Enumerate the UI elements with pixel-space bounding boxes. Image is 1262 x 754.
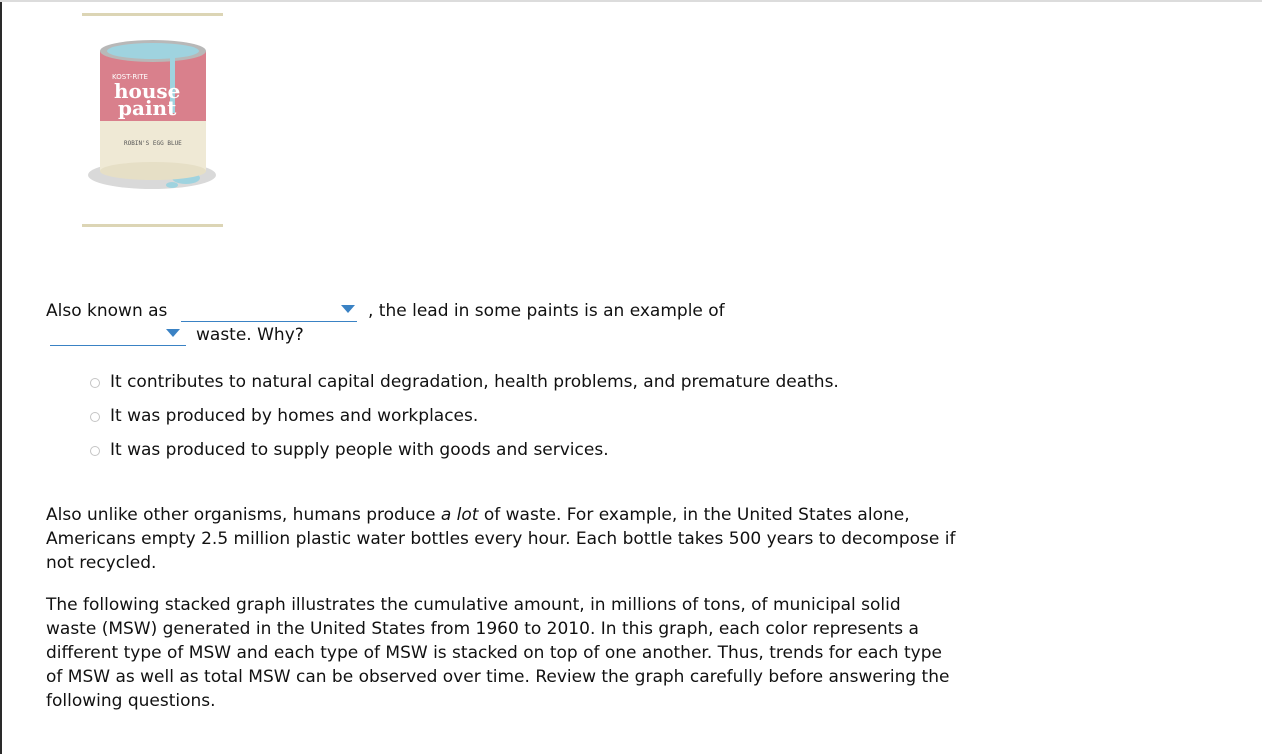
emphasis-text: a lot (440, 505, 479, 525)
paint-drop (166, 182, 178, 188)
answer-option-label: It was produced to supply people with goods and services. (110, 440, 609, 460)
answer-option-label: It contributes to natural capital degradation, health problems, and premature deaths. (110, 372, 839, 392)
paint-can-figure (82, 13, 223, 227)
chevron-down-icon (341, 305, 355, 313)
radio-button[interactable] (90, 446, 100, 456)
can-paint-top (107, 43, 199, 59)
question-text-2: , the lead in some paints is an example of (368, 301, 725, 321)
can-brand: KOST-RITE (112, 73, 148, 81)
paragraph-waste-intro (46, 503, 956, 575)
can-bottom (100, 162, 206, 180)
can-line1: house (114, 79, 181, 103)
top-border (0, 0, 1262, 2)
paragraph-graph-description: The following stacked graph illustrates the cumulative amount, in millions of tons, of municipal solid waste (MSW) generated in the United States from 1960 to 2010. In this graph, each color represents a different type of MSW and each type of MSW is stacked on top of one another. Thus, trends for each type of MSW as well as total MSW can be observed over time. Review the graph carefully before answering the following questions. (46, 595, 950, 711)
can-line2: paint (118, 96, 177, 120)
question-text-1: Also known as (46, 301, 168, 321)
paint-can-image (84, 35, 221, 205)
radio-button[interactable] (90, 378, 100, 388)
can-color-name: ROBIN'S EGG BLUE (124, 140, 182, 147)
left-border (0, 0, 2, 754)
answer-option-label: It was produced by homes and workplaces. (110, 406, 479, 426)
figure-top-rule (82, 13, 223, 16)
figure-bottom-rule (82, 224, 223, 227)
chevron-down-icon (166, 329, 180, 337)
paragraph-text: Also unlike other organisms, humans produce (46, 505, 441, 525)
paragraph-text: of waste. For example, in the United States alone, Americans empty 2.5 million plastic water bottles every hour. Each bottle takes 500 years to decompose if not recycled. (46, 505, 956, 573)
dropdown-waste-type[interactable] (50, 324, 186, 346)
question-text-3: waste. Why? (196, 325, 304, 345)
radio-button[interactable] (90, 412, 100, 422)
dropdown-known-as[interactable] (181, 300, 357, 322)
